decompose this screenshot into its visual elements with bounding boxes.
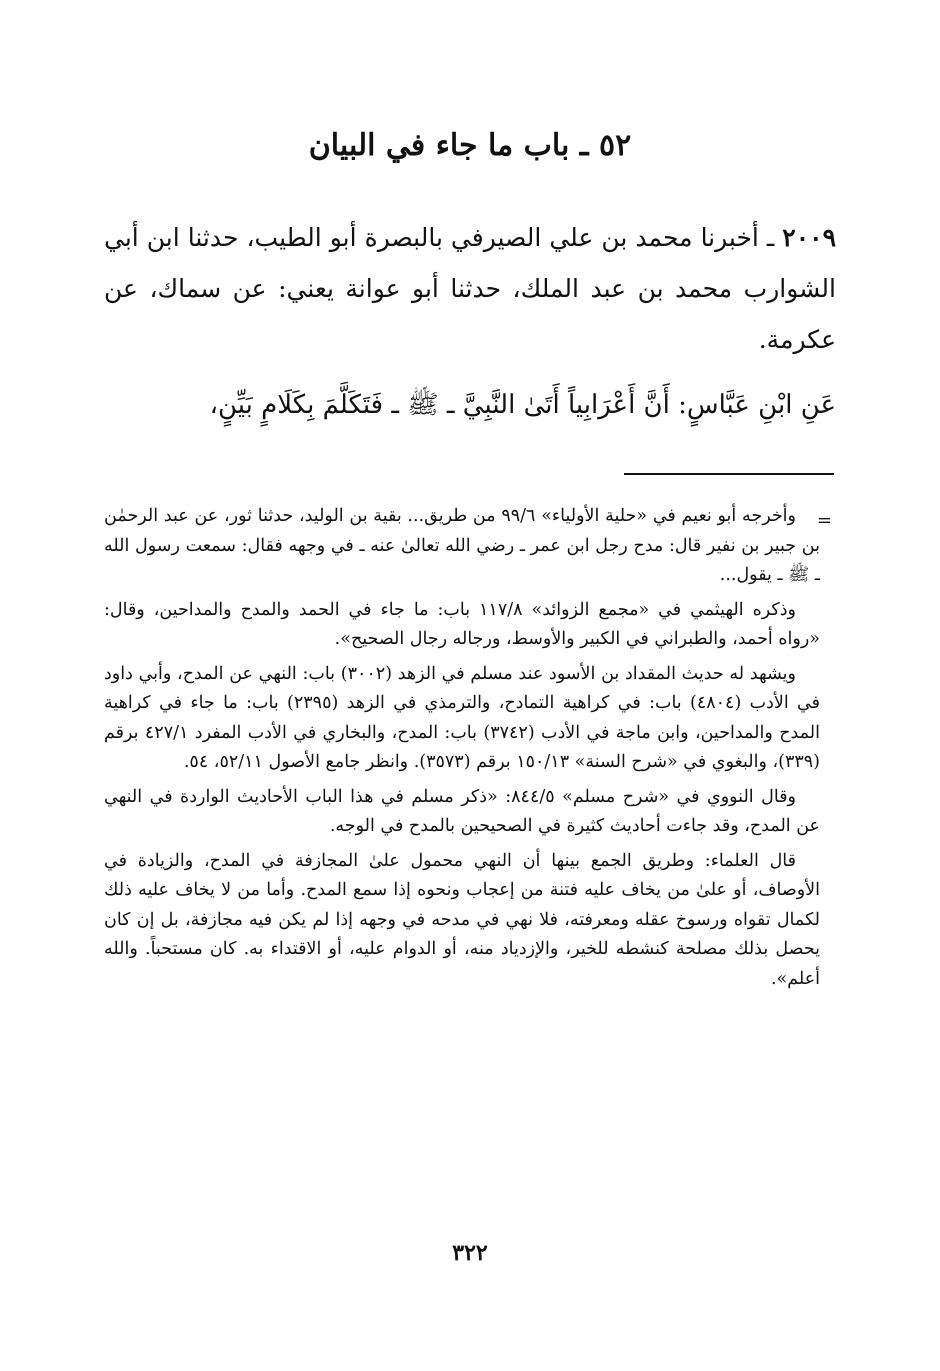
footnote-paragraph: وذكره الهيثمي في «مجمع الزوائد» ١١٧/٨ باب: ما جاء في الحمد والمدح والمداحين، وقال: «رواه أحمد، والطبراني في الكبير والأوسط، ورجاله رجال الصحيح». (104, 599, 820, 649)
hadith-matn: عَنِ ابْنِ عَبَّاسٍ: أَنَّ أَعْرَابِياً أَتَىٰ النَّبِيَّ ـ ﷺ ـ فَتَكَلَّمَ بِكَلَامٍ بَيِّنٍ، (209, 390, 836, 420)
footnote-separator (624, 473, 834, 475)
chapter-title: ٥٢ ـ باب ما جاء في البيان (308, 128, 632, 163)
footnote-paragraph: قال العلماء: وطريق الجمع بينها أن النهي محمول علىٰ المجازفة في المدح، والزيادة في الأوصاف، أو علىٰ من يخاف عليه فتنة من إعجاب ونحوه إذا سمع المدح. وأما من لا يخاف عليه ذلك لكمال تقواه ورسوخ عقله ومعرفته، فلا نهي في مدحه في وجهه إذا لم يكن فيه مجازفة، بل إن كان يحصل بذلك مصلحة كنشطه للخير، والإزدياد منه، أو الدوام عليه، أو الاقتداء به. كان مستحباً. والله أعلم». (104, 850, 820, 989)
hadith-isnad (104, 212, 836, 365)
hadith-isnad-text: ـ أخبرنا محمد بن علي الصيرفي بالبصرة أبو الطيب، حدثنا ابن أبي الشوارب محمد بن عبد الملك، حدثنا أبو عوانة يعني: عن سماك، عن عكرمة. (104, 223, 836, 354)
hadith-isnad-block (104, 212, 836, 365)
page-number: ٣٢٢ (452, 1240, 488, 1266)
footnote-paragraph: وقال النووي في «شرح مسلم» ٨٤٤/٥: «ذكر مسلم في هذا الباب الأحاديث الواردة في النهي عن المدح، وقد جاءت أحاديث كثيرة في الصحيحين بالمدح في الوجه. (104, 786, 820, 836)
hadith-number: ٢٠٠٩ (782, 223, 836, 252)
footnote-continuation-mark: = (816, 510, 832, 531)
footnotes (104, 502, 820, 999)
footnote-paragraph: وأخرجه أبو نعيم في «حلية الأولياء» ٩٩/٦ من طريق... بقية بن الوليد، حدثنا ثور، عن عبد الرحمٰن بن جبير بن نفير قال: مدح رجل ابن عمر ـ رضي الله تعالىٰ عنه ـ في وجهه فقال: سمعت رسول الله ـ ﷺ ـ يقول... (104, 506, 820, 585)
footnote-paragraph: ويشهد له حديث المقداد بن الأسود عند مسلم في الزهد (٣٠٠٢) باب: النهي عن المدح، وأبي داود في الأدب (٤٨٠٤) باب: في كراهية التمادح، والترمذي في الزهد (٢٣٩٥) باب: ما جاء في كراهية المدح والمداحين، وابن ماجة في الأدب (٣٧٤٢) باب: المدح، والبخاري في الأدب المفرد ٤٢٧/١ برقم (٣٣٩)، والبغوي في «شرح السنة» ١٥٠/١٣ برقم (٣٥٧٣). وانظر جامع الأصول ٥٢/١١، ٥٤. (104, 663, 821, 772)
